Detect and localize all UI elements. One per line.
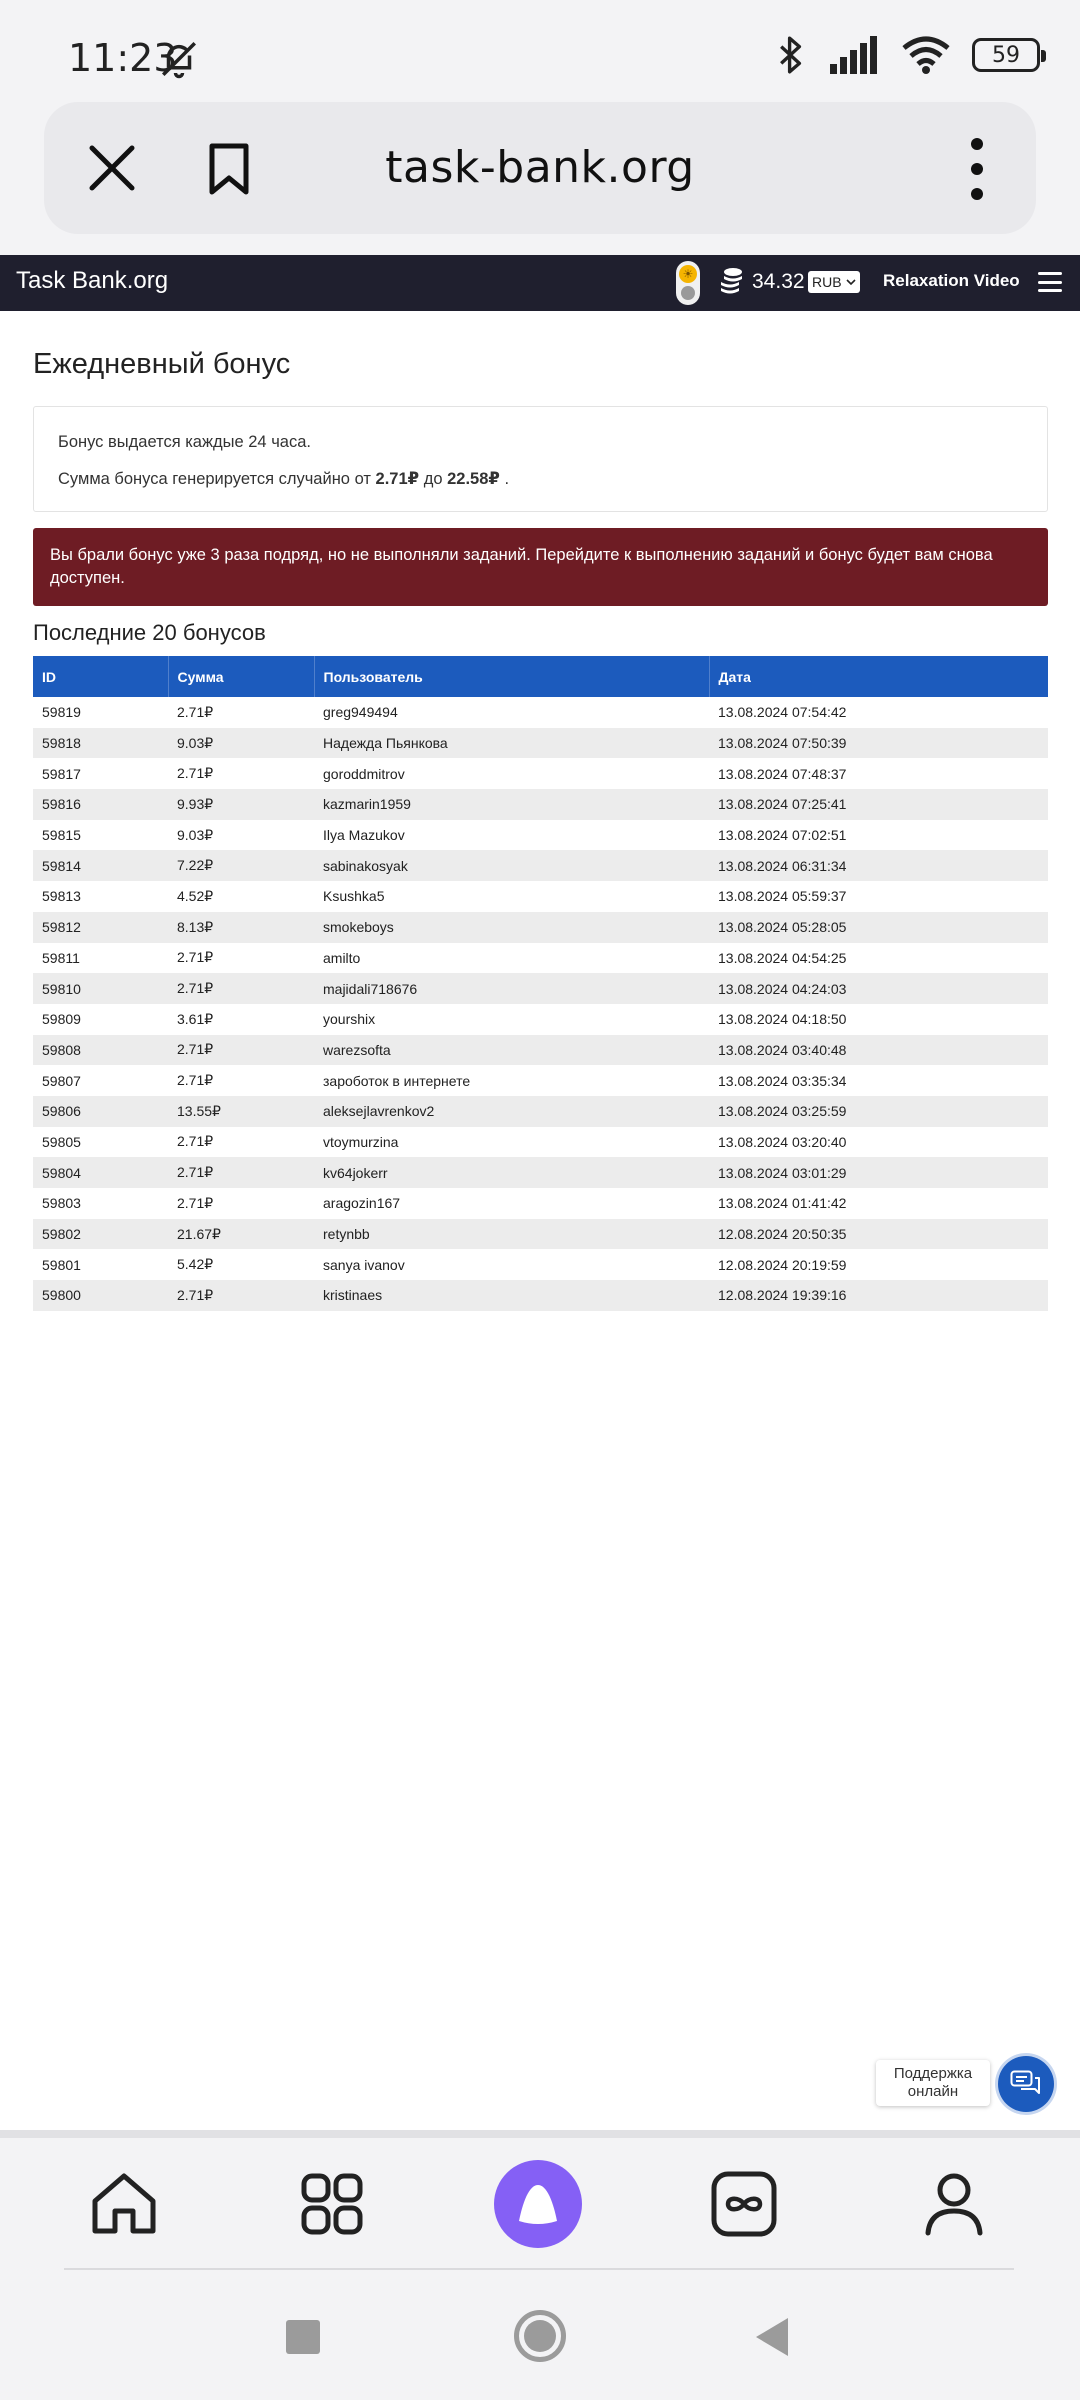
- url-text[interactable]: task-bank.org: [385, 142, 695, 193]
- cell-id: 59806: [42, 1103, 81, 1120]
- cell-sum: 5.42₽: [177, 1256, 214, 1273]
- cell-sum: 2.71₽: [177, 765, 214, 782]
- table-row: [33, 1219, 1048, 1250]
- cell-user: smokeboys: [323, 919, 394, 936]
- table-row: [33, 1035, 1048, 1066]
- alice-icon: [515, 2181, 561, 2227]
- cell-sum: 2.71₽: [177, 1164, 214, 1181]
- cell-user: goroddmitrov: [323, 765, 405, 782]
- cell-id: 59803: [42, 1195, 81, 1212]
- cell-sum: 2.71₽: [177, 980, 214, 997]
- cell-date: 13.08.2024 03:20:40: [718, 1133, 847, 1150]
- table-row: [33, 820, 1048, 851]
- bonus-alert: Вы брали бонус уже 3 раза подряд, но не выполняли заданий. Перейдите к выполнению заданий и бонус будет вам снова доступен.: [33, 528, 1048, 606]
- support-label[interactable]: Поддержка онлайн: [876, 2060, 990, 2106]
- cell-id: 59810: [42, 980, 81, 997]
- address-bar[interactable]: [44, 102, 1036, 234]
- cell-sum: 9.93₽: [177, 795, 214, 812]
- alice-assistant-button[interactable]: [494, 2160, 582, 2248]
- theme-toggle[interactable]: [676, 261, 700, 305]
- status-bar: [0, 0, 1080, 110]
- battery-indicator: [972, 38, 1040, 72]
- cell-sum: 21.67₽: [177, 1225, 221, 1242]
- column-header-id: ID: [33, 656, 168, 697]
- bluetooth-icon: [774, 34, 808, 76]
- table-row: [33, 881, 1048, 912]
- grid-icon: [301, 2173, 363, 2235]
- site-logo[interactable]: Task Bank.org: [16, 267, 169, 294]
- table-row: [33, 1065, 1048, 1096]
- cell-id: 59801: [42, 1256, 81, 1273]
- bonus-min: 2.71₽: [375, 470, 420, 488]
- status-time: 11:23: [68, 36, 178, 80]
- cell-id: 59812: [42, 919, 81, 936]
- moon-icon: [681, 286, 695, 300]
- profile-button[interactable]: [914, 2164, 994, 2244]
- currency-value: RUB: [812, 274, 842, 290]
- cell-date: 12.08.2024 20:19:59: [718, 1256, 847, 1273]
- cell-sum: 7.22₽: [177, 857, 214, 874]
- cell-user: sanya ivanov: [323, 1256, 405, 1273]
- table-row: [33, 912, 1048, 943]
- cell-user: Ilya Mazukov: [323, 827, 405, 844]
- sun-icon: ☀: [679, 265, 697, 283]
- cell-id: 59808: [42, 1041, 81, 1058]
- cell-date: 13.08.2024 07:02:51: [718, 827, 847, 844]
- cell-user: amilto: [323, 949, 361, 966]
- cell-sum: 2.71₽: [177, 1286, 214, 1303]
- chat-icon: [1010, 2070, 1042, 2098]
- system-navigation-bar: [0, 2270, 1080, 2400]
- table-row: [33, 1188, 1048, 1219]
- cell-id: 59815: [42, 827, 81, 844]
- cell-id: 59817: [42, 765, 81, 782]
- cell-id: 59800: [42, 1287, 81, 1304]
- cell-id: 59805: [42, 1133, 81, 1150]
- cell-sum: 2.71₽: [177, 1133, 214, 1150]
- hamburger-menu-icon[interactable]: [1038, 272, 1062, 292]
- cell-sum: 2.71₽: [177, 1041, 214, 1058]
- cell-date: 13.08.2024 04:54:25: [718, 949, 847, 966]
- system-home-button[interactable]: [514, 2310, 566, 2362]
- bell-muted-icon: [158, 38, 200, 80]
- cell-user: Ksushka5: [323, 888, 385, 905]
- cell-sum: 8.13₽: [177, 918, 214, 935]
- wifi-icon: [902, 36, 950, 74]
- bonus-info-card: [33, 406, 1048, 512]
- cell-date: 13.08.2024 04:18:50: [718, 1011, 847, 1028]
- main-content: [33, 311, 1048, 1311]
- table-row: [33, 973, 1048, 1004]
- recent-apps-button[interactable]: [286, 2320, 320, 2354]
- table-row: [33, 1004, 1048, 1035]
- table-row: [33, 697, 1048, 728]
- column-header-user: Пользователь: [314, 656, 709, 697]
- table-row: [33, 758, 1048, 789]
- browser-toolbar: [0, 100, 1080, 255]
- cell-user: greg949494: [323, 704, 398, 721]
- info-line-2: Сумма бонуса генерируется случайно от 2.71₽ до 22.58₽ .: [58, 470, 510, 488]
- cell-user: warezsofta: [323, 1041, 391, 1058]
- page-title: Ежедневный бонус: [33, 348, 291, 380]
- home-icon: [89, 2171, 159, 2237]
- cell-user: kazmarin1959: [323, 796, 411, 813]
- cell-date: 13.08.2024 03:35:34: [718, 1072, 847, 1089]
- info-line-1: Бонус выдается каждые 24 часа.: [58, 433, 311, 451]
- cell-user: зароботок в интернете: [323, 1072, 471, 1089]
- cell-date: 13.08.2024 07:50:39: [718, 735, 847, 752]
- cell-date: 13.08.2024 04:24:03: [718, 980, 847, 997]
- cell-date: 13.08.2024 03:25:59: [718, 1103, 847, 1120]
- cell-sum: 3.61₽: [177, 1010, 214, 1027]
- balance-value: 34.32: [752, 270, 805, 293]
- cell-date: 13.08.2024 03:40:48: [718, 1041, 847, 1058]
- table-row: [33, 943, 1048, 974]
- column-header-sum: Сумма: [168, 656, 314, 697]
- cell-date: 13.08.2024 01:41:42: [718, 1195, 847, 1212]
- cell-sum: 9.03₽: [177, 734, 214, 751]
- cell-id: 59814: [42, 857, 81, 874]
- cell-id: 59811: [42, 949, 80, 966]
- cell-user: aleksejlavrenkov2: [323, 1103, 435, 1120]
- cell-date: 12.08.2024 20:50:35: [718, 1226, 847, 1243]
- home-button[interactable]: [84, 2164, 164, 2244]
- profile-icon: [924, 2171, 984, 2237]
- services-button[interactable]: [292, 2164, 372, 2244]
- more-menu-icon[interactable]: [970, 138, 984, 200]
- table-row: [33, 789, 1048, 820]
- cell-sum: 9.03₽: [177, 826, 214, 843]
- cell-user: vtoymurzina: [323, 1133, 399, 1150]
- signal-icon: [830, 36, 880, 74]
- cell-sum: 13.55₽: [177, 1102, 221, 1119]
- table-row: [33, 728, 1048, 759]
- cell-date: 13.08.2024 05:59:37: [718, 888, 847, 905]
- table-header-row: [33, 656, 1048, 697]
- table-row: [33, 850, 1048, 881]
- cell-user: kristinaes: [323, 1287, 383, 1304]
- cell-id: 59802: [42, 1226, 81, 1243]
- cell-user: majidali718676: [323, 980, 418, 997]
- system-back-button[interactable]: [756, 2318, 788, 2356]
- cell-id: 59809: [42, 1011, 81, 1028]
- cell-sum: 2.71₽: [177, 1194, 214, 1211]
- cell-date: 13.08.2024 06:31:34: [718, 857, 847, 874]
- cell-id: 59818: [42, 735, 81, 752]
- coins-icon: [720, 267, 746, 295]
- cell-sum: 2.71₽: [177, 1072, 214, 1089]
- cell-sum: 4.52₽: [177, 887, 214, 904]
- cell-id: 59819: [42, 704, 81, 721]
- table-row: [33, 1280, 1048, 1311]
- cell-user: retynbb: [323, 1226, 370, 1243]
- cell-id: 59816: [42, 796, 81, 813]
- infinite-feed-button[interactable]: [704, 2164, 784, 2244]
- cell-id: 59804: [42, 1164, 81, 1181]
- cell-date: 13.08.2024 05:28:05: [718, 919, 847, 936]
- cell-user: yourshix: [323, 1011, 376, 1028]
- cell-sum: 2.71₽: [177, 703, 214, 720]
- infinity-icon: [711, 2171, 777, 2237]
- cell-date: 13.08.2024 07:25:41: [718, 796, 847, 813]
- table-title: Последние 20 бонусов: [33, 620, 266, 645]
- cell-sum: 2.71₽: [177, 949, 214, 966]
- site-header: [0, 255, 1080, 311]
- cell-id: 59807: [42, 1072, 81, 1089]
- relaxation-video-link[interactable]: Relaxation Video: [883, 271, 1020, 290]
- cell-id: 59813: [42, 888, 81, 905]
- table-row: [33, 1157, 1048, 1188]
- chevron-down-icon: [846, 279, 856, 286]
- bonus-table: [33, 656, 1048, 1311]
- battery-level: 59: [992, 42, 1020, 68]
- column-header-date: Дата: [718, 668, 751, 685]
- table-row: [33, 1249, 1048, 1280]
- table-row: [33, 1127, 1048, 1158]
- support-chat-button[interactable]: [998, 2056, 1054, 2112]
- cell-date: 12.08.2024 19:39:16: [718, 1287, 847, 1304]
- cell-user: kv64jokerr: [323, 1164, 388, 1181]
- bonus-max: 22.58₽: [447, 470, 500, 488]
- cell-user: sabinakosyak: [323, 857, 408, 874]
- cell-date: 13.08.2024 03:01:29: [718, 1164, 847, 1181]
- table-row: [33, 1096, 1048, 1127]
- cell-user: aragozin167: [323, 1195, 401, 1212]
- cell-user: Надежда Пьянкова: [323, 735, 448, 752]
- currency-select[interactable]: [808, 271, 860, 293]
- cell-date: 13.08.2024 07:54:42: [718, 704, 847, 721]
- cell-date: 13.08.2024 07:48:37: [718, 765, 847, 782]
- browser-bottom-nav: [0, 2130, 1080, 2270]
